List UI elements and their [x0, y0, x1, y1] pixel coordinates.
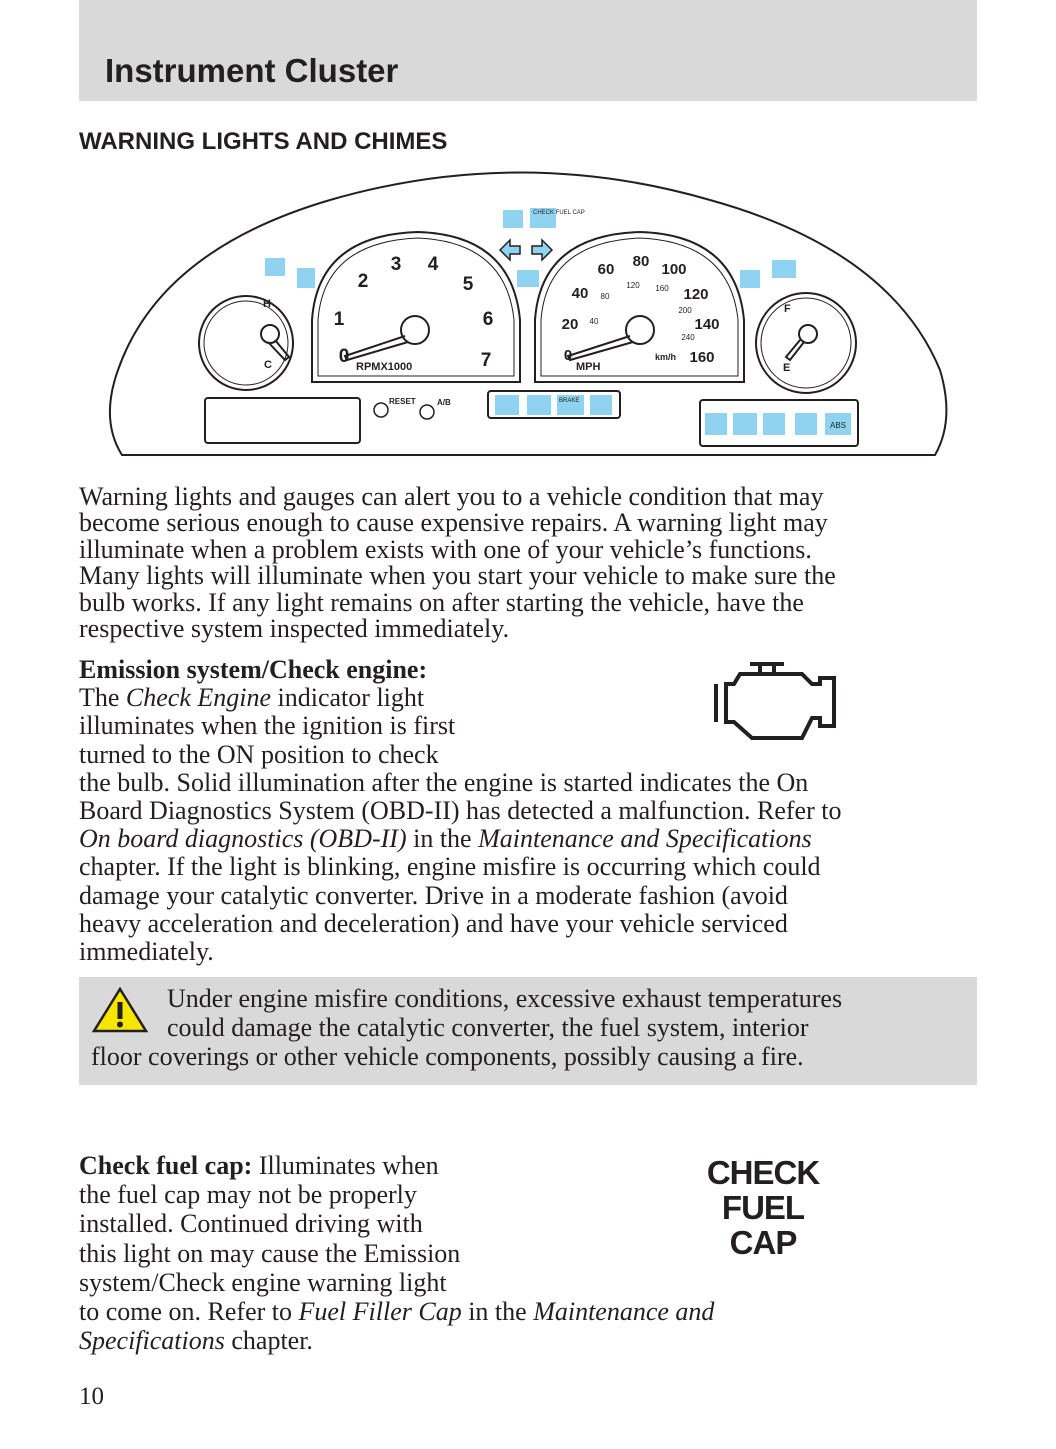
text-segment: respective system inspected immediately.	[79, 614, 510, 644]
check-engine-light	[772, 260, 796, 278]
text-segment: bulb works. If any light remains on after starting the vehicle, have the	[79, 587, 804, 617]
warning-box	[79, 977, 977, 1085]
kmh-200: 200	[678, 306, 692, 315]
check-fuel-cap-icon	[680, 1155, 846, 1260]
text-segment: Illuminates when	[252, 1151, 439, 1180]
text-line	[79, 484, 836, 510]
text-line	[79, 741, 841, 769]
door-ajar-light	[795, 413, 817, 435]
fuel-f: F	[784, 303, 791, 315]
reset-label: RESET	[389, 397, 416, 406]
text-segment: Many lights will illuminate when you start your vehicle to make sure the	[79, 561, 836, 591]
mph-0: 0	[563, 347, 573, 364]
text-line	[79, 1239, 714, 1268]
mph-60: 60	[597, 261, 615, 278]
page-title: Instrument Cluster	[105, 52, 399, 89]
text-line	[79, 1180, 714, 1209]
text-line	[79, 825, 841, 853]
kmh-120: 120	[626, 281, 640, 290]
text-segment: Specifications	[79, 1326, 225, 1356]
text-segment: Emission system/Check engine:	[79, 655, 428, 684]
text-segment: Fuel Filler Cap	[298, 1297, 462, 1327]
high-beam-light	[517, 270, 539, 287]
mph-80: 80	[632, 253, 650, 270]
text-segment: Board Diagnostics System (OBD-II) has detected a malfunction. Refer to	[79, 796, 842, 826]
text-line	[79, 534, 836, 564]
text-segment: the bulb. Solid illumination after the engine is started indicates the On	[79, 767, 809, 797]
charging-light	[495, 395, 519, 415]
text-line	[79, 853, 841, 881]
low-fuel-light	[705, 413, 727, 435]
mph-140: 140	[694, 316, 720, 333]
cfc-icon-text: CHECK FUEL CAP	[533, 210, 585, 216]
text-line	[79, 938, 841, 966]
text-line	[79, 1326, 714, 1355]
text-segment: this light on may cause the Emission	[79, 1238, 461, 1268]
tach-3: 3	[390, 254, 402, 275]
text-segment: The	[79, 683, 126, 713]
cfc-line-2: FUEL	[721, 1189, 805, 1226]
text-line	[79, 563, 836, 589]
text-segment: indicator light	[271, 683, 425, 713]
temp-gauge	[199, 296, 293, 390]
mph-160: 160	[689, 349, 715, 366]
tach-7: 7	[480, 350, 492, 371]
text-line	[79, 1013, 977, 1042]
mph-label: MPH	[576, 361, 601, 373]
kmh-240: 240	[681, 333, 695, 342]
text-segment: heavy acceleration and deceleration) and have your vehicle serviced	[79, 908, 788, 938]
text-line	[79, 587, 836, 617]
text-segment: Maintenance and Specifications	[478, 824, 812, 854]
kmh-80: 80	[600, 292, 610, 301]
tach-5: 5	[462, 274, 474, 295]
text-line	[79, 1209, 714, 1238]
tach-4: 4	[427, 254, 439, 275]
kmh-label: km/h	[655, 352, 677, 362]
text-segment: system/Check engine warning light	[79, 1267, 447, 1297]
ab-button	[420, 405, 434, 419]
text-segment: On board diagnostics (OBD-II)	[79, 824, 407, 854]
section-title: WARNING LIGHTS AND CHIMES	[79, 128, 448, 155]
coolant-temp-light	[265, 258, 285, 276]
text-line	[79, 797, 841, 825]
intro-paragraph	[79, 484, 836, 642]
oil-pressure-light	[527, 395, 551, 415]
text-segment: Under engine misfire conditions, excessive exhaust temperatures	[167, 984, 843, 1013]
text-segment: become serious enough to cause expensive repairs. A warning light may	[79, 508, 828, 538]
text-segment: chapter.	[224, 1326, 313, 1356]
ab-label: A/B	[437, 398, 451, 407]
tach-1: 1	[333, 309, 345, 330]
right-turn-signal-icon	[532, 240, 552, 260]
text-line	[79, 910, 841, 938]
text-line	[79, 984, 977, 1013]
text-segment: Check Engine	[125, 683, 272, 713]
traction-light	[590, 395, 612, 415]
text-segment: turned to the ON position to check	[79, 739, 439, 769]
text-segment: damage your catalytic converter. Drive in a moderate fashion (avoid	[79, 880, 788, 910]
text-line	[79, 616, 836, 642]
service-light	[763, 413, 785, 435]
cfc-line-3: CAP	[729, 1224, 797, 1261]
text-segment: chapter. If the light is blinking, engine misfire is occurring which could	[79, 852, 821, 882]
text-segment: could damage the catalytic converter, the fuel system, interior	[167, 1013, 809, 1042]
tach-2: 2	[357, 271, 369, 292]
warning-text	[79, 984, 977, 1071]
text-line	[79, 1297, 714, 1326]
text-line	[79, 1268, 714, 1297]
washer-fluid-light	[733, 413, 757, 435]
reset-button	[374, 403, 388, 417]
text-segment: installed. Continued driving with	[79, 1209, 423, 1239]
text-segment: Check fuel cap:	[79, 1151, 253, 1180]
text-segment: in the	[406, 824, 479, 854]
mph-20: 20	[561, 316, 579, 333]
text-segment: to come on. Refer to	[79, 1297, 299, 1327]
text-line	[79, 1151, 714, 1180]
abs-icon-text: ABS	[830, 421, 847, 430]
mph-40: 40	[571, 285, 589, 302]
text-line	[79, 510, 836, 536]
text-segment: floor coverings or other vehicle components, possibly causing a fire.	[91, 1042, 804, 1071]
text-line	[79, 882, 841, 910]
instrument-cluster-diagram	[0, 0, 1056, 470]
temp-c: C	[264, 359, 272, 371]
kmh-40: 40	[589, 317, 599, 326]
tach-label: RPMX1000	[356, 361, 413, 373]
text-segment: illuminate when a problem exists with one of your vehicle’s functions.	[79, 534, 812, 564]
mph-100: 100	[661, 261, 687, 278]
speed-control-light	[503, 210, 523, 228]
text-segment: the fuel cap may not be properly	[79, 1180, 417, 1210]
text-segment: illuminates when the ignition is first	[79, 711, 456, 741]
left-turn-signal-icon	[500, 240, 520, 260]
check-engine-icon	[712, 660, 842, 744]
temp-h: H	[263, 298, 271, 310]
text-segment: Warning lights and gauges can alert you to a vehicle condition that may	[79, 482, 824, 511]
seatbelt-light	[297, 268, 315, 288]
text-segment: Maintenance and	[533, 1297, 715, 1327]
tach-6: 6	[482, 309, 494, 330]
tach-0: 0	[338, 346, 350, 367]
mph-120: 120	[683, 286, 709, 303]
fuel-cap-paragraph	[79, 1151, 714, 1355]
fuel-e: E	[783, 362, 791, 374]
page-number: 10	[79, 1383, 104, 1410]
brake-icon-text: BRAKE	[559, 398, 580, 404]
cfc-line-1: CHECK	[706, 1154, 820, 1191]
airbag-light	[740, 270, 760, 288]
text-segment: immediately.	[79, 937, 214, 967]
text-line	[79, 769, 841, 797]
odometer-display	[205, 398, 360, 443]
kmh-160: 160	[655, 284, 669, 293]
text-line	[79, 1042, 977, 1071]
text-segment: in the	[461, 1297, 534, 1327]
